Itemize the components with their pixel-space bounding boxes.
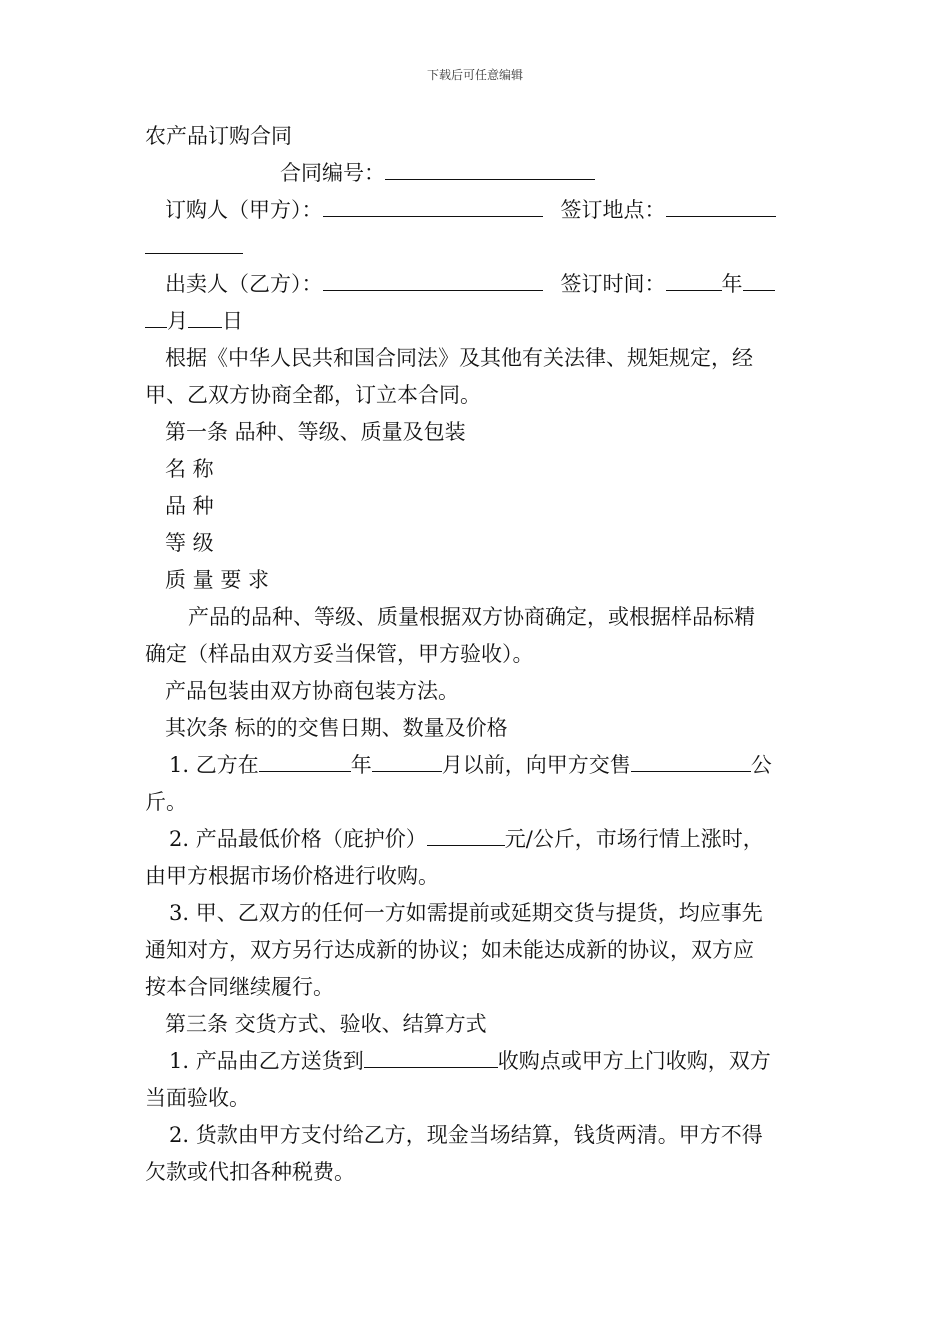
article-2-item-2-cont: 由甲方根据市场价格进行收购。 bbox=[145, 864, 439, 888]
delivery-quantity-blank[interactable] bbox=[631, 749, 751, 772]
article-1-title: 第一条 品种、等级、质量及包装 bbox=[165, 420, 466, 444]
article-2-item-1 bbox=[145, 747, 810, 784]
article-3-item-2-line-1: 2. 货款由甲方支付给乙方，现金当场结算，钱货两清。甲方不得 bbox=[169, 1123, 763, 1147]
article-3-item-2-line-2: 欠款或代扣各种税费。 bbox=[145, 1160, 355, 1184]
sign-month-label: 月 bbox=[167, 309, 188, 333]
intro-line-2: 甲、乙双方协商全都，订立本合同。 bbox=[145, 383, 481, 407]
article-3-item-1 bbox=[145, 1043, 810, 1080]
field-quality: 质 量 要 求 bbox=[165, 568, 270, 592]
article-3-item-1-text-b: 收购点或甲方上门收购，双方 bbox=[497, 1049, 771, 1073]
sign-year-blank[interactable] bbox=[666, 268, 722, 291]
buyer-line bbox=[145, 192, 810, 229]
field-name: 名 称 bbox=[165, 457, 214, 481]
article-2-item-1-text-a: 1. 乙方在 bbox=[169, 753, 259, 777]
delivery-month-blank[interactable] bbox=[372, 749, 442, 772]
article-1-paragraph-2: 产品包装由双方协商包装方法。 bbox=[165, 679, 459, 703]
seller-blank[interactable] bbox=[323, 268, 543, 291]
contract-body bbox=[145, 118, 810, 1191]
sign-month-blank-cont[interactable] bbox=[145, 305, 167, 328]
article-2-item-1-cont: 斤。 bbox=[145, 790, 187, 814]
article-2-item-3-line-2: 通知对方，双方另行达成新的协议；如未能达成新的协议，双方应 bbox=[145, 938, 754, 962]
sign-year-label: 年 bbox=[721, 272, 743, 296]
sign-place-label: 签订地点： bbox=[560, 198, 666, 222]
seller-label: 出卖人（乙方）： bbox=[165, 272, 323, 296]
article-2-item-1-text-b: 年 bbox=[350, 753, 372, 777]
article-2-item-1-text-d: 公 bbox=[750, 753, 772, 777]
article-2-title: 其次条 标的的交售日期、数量及价格 bbox=[165, 716, 508, 740]
contract-title: 农产品订购合同 bbox=[145, 124, 292, 148]
field-grade: 等 级 bbox=[165, 531, 214, 555]
delivery-place-blank[interactable] bbox=[364, 1045, 498, 1068]
article-2-item-2 bbox=[145, 821, 810, 858]
contract-number-blank[interactable] bbox=[385, 157, 595, 180]
buyer-label: 订购人（甲方）： bbox=[165, 198, 323, 222]
seller-line bbox=[145, 266, 810, 303]
article-2-item-1-text-c: 月以前，向甲方交售 bbox=[441, 753, 631, 777]
sign-place-blank[interactable] bbox=[666, 194, 776, 217]
article-1-paragraph-1-line-2: 确定（样品由双方妥当保管，甲方验收）。 bbox=[145, 642, 534, 666]
intro-line-1: 根据《中华人民共和国合同法》及其他有关法律、规矩规定，经 bbox=[165, 346, 753, 370]
article-3-item-1-cont: 当面验收。 bbox=[145, 1086, 250, 1110]
contract-number-line bbox=[145, 155, 810, 192]
field-variety: 品 种 bbox=[165, 494, 214, 518]
sign-day-label: 日 bbox=[222, 309, 243, 333]
sign-month-blank[interactable] bbox=[743, 268, 775, 291]
sign-day-blank[interactable] bbox=[188, 305, 222, 328]
article-3-title: 第三条 交货方式、验收、结算方式 bbox=[165, 1012, 487, 1036]
article-2-item-2-text-b: 元/公斤，市场行情上涨时， bbox=[504, 827, 764, 851]
delivery-year-blank[interactable] bbox=[259, 749, 351, 772]
article-1-paragraph-1-line-1: 产品的品种、等级、质量根据双方协商确定，或根据样品标精 bbox=[188, 605, 755, 629]
article-2-item-3-line-1: 3. 甲、乙双方的任何一方如需提前或延期交货与提货，均应事先 bbox=[169, 901, 763, 925]
sign-place-blank-cont[interactable] bbox=[145, 231, 243, 254]
sign-place-continuation bbox=[145, 229, 810, 266]
buyer-blank[interactable] bbox=[323, 194, 543, 217]
sign-time-continuation bbox=[145, 303, 810, 340]
article-2-item-2-text-a: 2. 产品最低价格（庇护价） bbox=[169, 827, 427, 851]
sign-time-label: 签订时间： bbox=[560, 272, 666, 296]
article-3-item-1-text-a: 1. 产品由乙方送货到 bbox=[169, 1049, 364, 1073]
page-header-note: 下载后可任意编辑 bbox=[426, 68, 523, 82]
min-price-blank[interactable] bbox=[427, 823, 505, 846]
article-2-item-3-line-3: 按本合同继续履行。 bbox=[145, 975, 334, 999]
contract-number-label: 合同编号： bbox=[280, 161, 385, 185]
